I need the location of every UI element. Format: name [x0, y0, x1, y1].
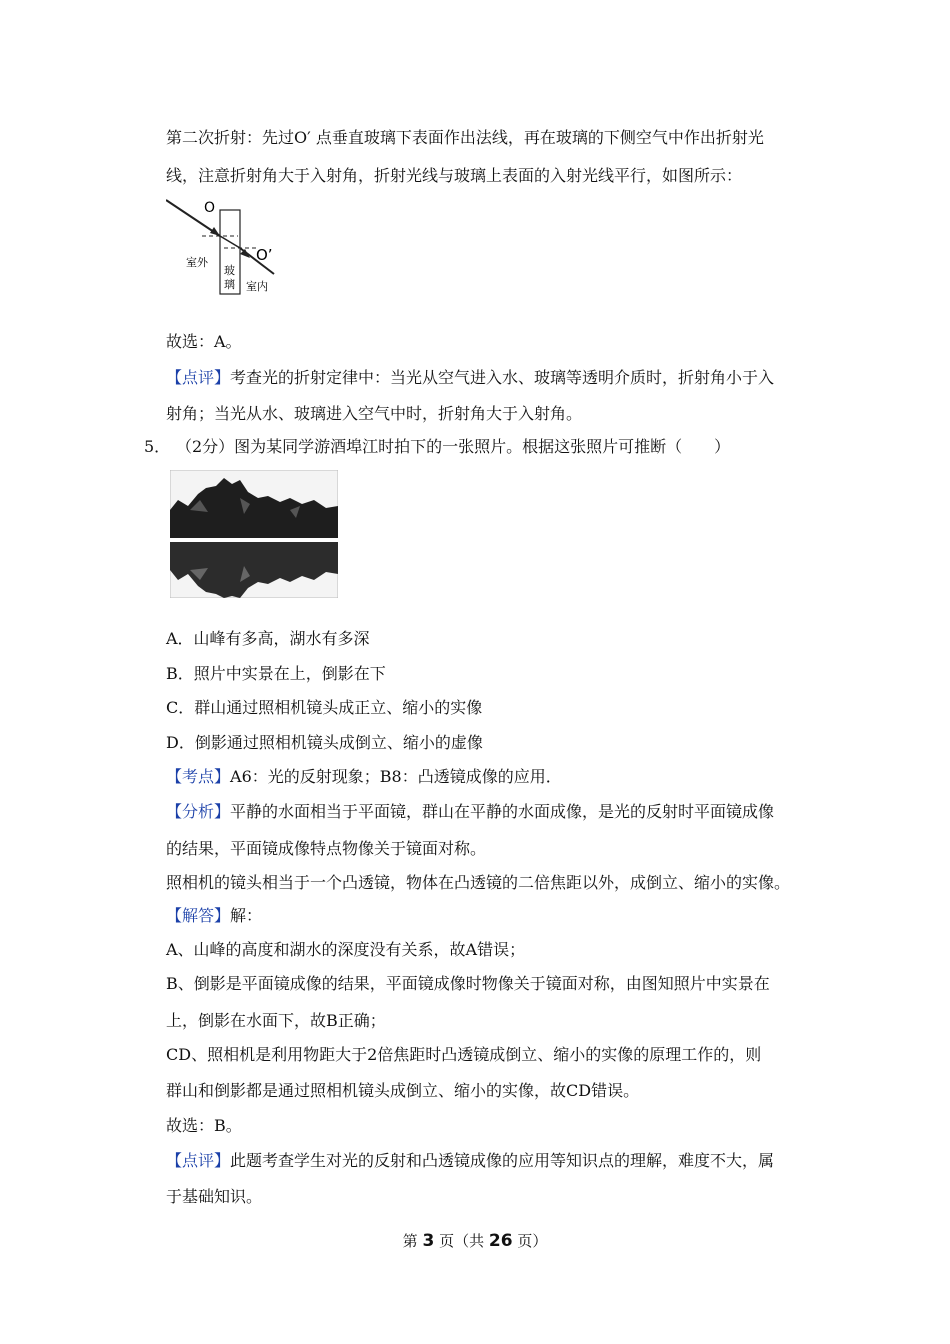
refraction-answer: 故选：A。 [166, 332, 242, 351]
jieda-tag: 【解答】 [166, 906, 231, 925]
refraction-diagram [166, 196, 286, 300]
refraction-text-line-2: 线，注意折射角大于入射角，折射光线与玻璃上表面的入射光线平行，如图所示： [166, 166, 743, 185]
footer-total-pages: 26 [488, 1231, 513, 1251]
kaodian-text: A6：光的反射现象；B8：凸透镜成像的应用． [230, 767, 562, 786]
jieda-b-line-1: B、倒影是平面镜成像的结果，平面镜成像时物像关于镜面对称，由图知照片中实景在 [166, 974, 770, 993]
fenxi-text-1: 平静的水面相当于平面镜，群山在平静的水面成像，是光的反射时平面镜成像 [230, 802, 775, 821]
glass-ray [220, 236, 240, 248]
question5-answer: 故选：B。 [166, 1116, 242, 1135]
option-d: D．倒影通过照相机镜头成倒立、缩小的虚像 [166, 733, 483, 752]
refraction-text-line-1: 第二次折射：先过O′ 点垂直玻璃下表面作出法线，再在玻璃的下侧空气中作出折射光 [166, 128, 764, 147]
jieda-cd-line-2: 群山和倒影都是通过照相机镜头成倒立、缩小的实像，故CD错误。 [166, 1081, 640, 1100]
label-outside: 室外 [186, 256, 208, 269]
q5-comment-text: 此题考查学生对光的反射和凸透镜成像的应用等知识点的理解，难度不大，属 [230, 1151, 775, 1170]
comment-text: 考查光的折射定律中：当光从空气进入水、玻璃等透明介质时，折射角小于入 [230, 368, 775, 387]
footer-page-number: 3 [422, 1231, 435, 1251]
q5-comment-tag: 【点评】 [166, 1151, 231, 1170]
jieda-b-line-2: 上，倒影在水面下，故B正确； [166, 1011, 386, 1030]
label-o-prime: O’ [256, 246, 273, 264]
label-inside: 室内 [246, 280, 268, 293]
jieda-a: A、山峰的高度和湖水的深度没有关系，故A错误； [166, 940, 526, 959]
refraction-comment-line-2: 射角；当光从水、玻璃进入空气中时，折射角大于入射角。 [166, 404, 583, 423]
option-c: C．群山通过照相机镜头成正立、缩小的实像 [166, 698, 483, 717]
footer-suffix: 页） [517, 1232, 548, 1250]
refraction-comment-line-1 [166, 368, 774, 388]
jieda-line [166, 906, 262, 926]
footer-middle: 页（共 [439, 1232, 485, 1250]
waterline [170, 538, 338, 542]
label-o: O [204, 200, 216, 216]
option-a: A．山峰有多高，湖水有多深 [166, 629, 370, 648]
kaodian-tag: 【考点】 [166, 767, 231, 786]
kaodian-line [166, 767, 562, 787]
question-stem: （2分）图为某同学游酒埠江时拍下的一张照片。根据这张照片可推断（ ） [176, 437, 731, 456]
jieda-cd-line-1: CD、照相机是利用物距大于2倍焦距时凸透镜成倒立、缩小的实像的原理工作的，则 [166, 1045, 762, 1064]
label-glass-2: 璃 [224, 278, 235, 291]
fenxi-line-2: 的结果，平面镜成像特点物像关于镜面对称。 [166, 839, 487, 858]
comment-tag: 【点评】 [166, 368, 231, 387]
question-number: 5． [144, 437, 171, 456]
fenxi-tag: 【分析】 [166, 802, 231, 821]
label-glass-1: 玻 [224, 264, 235, 277]
question5-comment-line-2: 于基础知识。 [166, 1187, 263, 1206]
option-b: B．照片中实景在上，倒影在下 [166, 664, 386, 683]
fenxi-line-1 [166, 802, 774, 822]
question5-comment-line-1 [166, 1151, 774, 1171]
footer-prefix: 第 [402, 1232, 418, 1250]
fenxi-line-3: 照相机的镜头相当于一个凸透镜，物体在凸透镜的二倍焦距以外，成倒立、缩小的实像。 [166, 873, 791, 892]
incident-arrow [210, 227, 220, 236]
page-footer [0, 1230, 950, 1251]
lake-photo [170, 470, 338, 598]
jieda-start: 解： [230, 906, 263, 925]
